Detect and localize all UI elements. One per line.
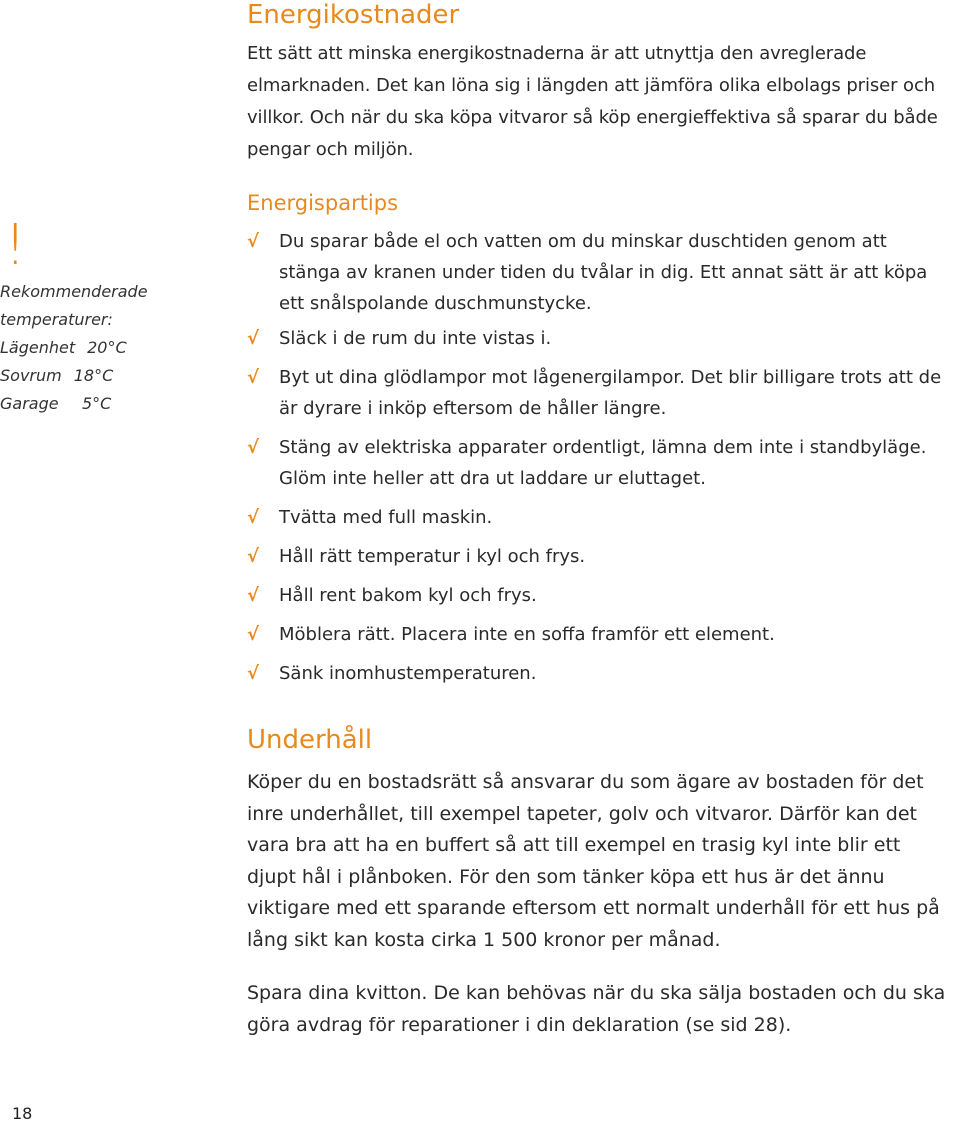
underhall-paragraph-1: Köper du en bostadsrätt så ansvarar du som ägare av bostaden för det inre underhållet, till exempel tapeter, golv och vitvaror. Därför kan det vara bra att ha en buffert så att till exempel en trasig kyl inte blir ett djupt hål i plånboken. För den som tänker köpa ett hus är det ännu viktigare med ett sparande eftersom ett normalt underhåll för ett hus på lång sikt kan kosta cirka 1 500 kronor per månad. <box>247 771 940 951</box>
heading-energikostnader: Energikostnader <box>247 0 460 30</box>
tip-text: Tvätta med full maskin. <box>279 507 493 528</box>
underhall-paragraph-2: Spara dina kvitton. De kan behövas när du ska sälja bostaden och du ska göra avdrag för reparationer i din deklaration (se sid 28). <box>247 982 946 1036</box>
temperature-value: 5°C <box>82 394 112 413</box>
tip-item <box>247 502 947 533</box>
tip-text: Håll rent bakom kyl och frys. <box>279 585 537 606</box>
checkmark-icon: √ <box>247 231 260 252</box>
tip-item <box>247 226 947 319</box>
checkmark-icon: √ <box>247 585 260 606</box>
tip-item <box>247 580 947 611</box>
checkmark-icon: √ <box>247 546 260 567</box>
temperature-row-lagenhet <box>0 334 200 362</box>
room-label: Lägenhet <box>0 338 76 357</box>
tip-item <box>247 323 947 354</box>
tip-item <box>247 541 947 572</box>
checkmark-icon: √ <box>247 367 260 388</box>
temperature-value: 20°C <box>87 338 127 357</box>
room-label: Sovrum <box>0 366 62 385</box>
sidebar-note <box>0 213 200 418</box>
tip-item <box>247 619 947 650</box>
page-number: 18 <box>12 1104 33 1123</box>
exclamation-icon: ! <box>4 213 27 278</box>
tip-item <box>247 658 947 689</box>
tip-text: Stäng av elektriska apparater ordentligt, lämna dem inte i standbyläge. Glöm inte heller att dra ut laddare ur eluttaget. <box>279 437 927 489</box>
checkmark-icon: √ <box>247 507 260 528</box>
temperature-value: 18°C <box>73 366 114 385</box>
checkmark-icon: √ <box>247 437 260 458</box>
energikostnader-text: Ett sätt att minska energikostnaderna är att utnyttja den avreglerade elmarknaden. Det kan löna sig i längden att jämföra olika elbolags priser och villkor. Och när du ska köpa vitvaror så köp energieffektiva så sparar du både pengar och miljön. <box>247 43 938 160</box>
tip-text: Håll rätt temperatur i kyl och frys. <box>279 546 586 567</box>
sidebar-title-line2: temperaturer: <box>0 310 113 329</box>
temperature-row-sovrum <box>0 362 200 390</box>
checkmark-icon: √ <box>247 328 260 349</box>
tip-text: Sänk inomhustemperaturen. <box>279 663 537 684</box>
energispartips-list <box>247 226 947 689</box>
main-column <box>247 0 947 1041</box>
tip-text: Släck i de rum du inte vistas i. <box>279 328 552 349</box>
tip-text: Möblera rätt. Placera inte en soffa framför ett element. <box>279 624 775 645</box>
checkmark-icon: √ <box>247 624 260 645</box>
tip-text: Byt ut dina glödlampor mot lågenergilampor. Det blir billigare trots att de är dyrare i inköp eftersom de håller längre. <box>279 367 942 419</box>
sidebar-title-line1: Rekommenderade <box>0 282 148 301</box>
heading-energispartips: Energispartips <box>247 191 399 215</box>
tip-item <box>247 362 947 424</box>
tip-text: Du sparar både el och vatten om du minskar duschtiden genom att stänga av kranen under tiden du tvålar in dig. Ett annat sätt är att köpa ett snålspolande duschmunstycke. <box>279 231 928 314</box>
tip-item <box>247 432 947 494</box>
room-label: Garage <box>0 394 59 413</box>
heading-underhall: Underhåll <box>247 725 373 755</box>
temperature-row-garage <box>0 390 200 418</box>
checkmark-icon: √ <box>247 663 260 684</box>
